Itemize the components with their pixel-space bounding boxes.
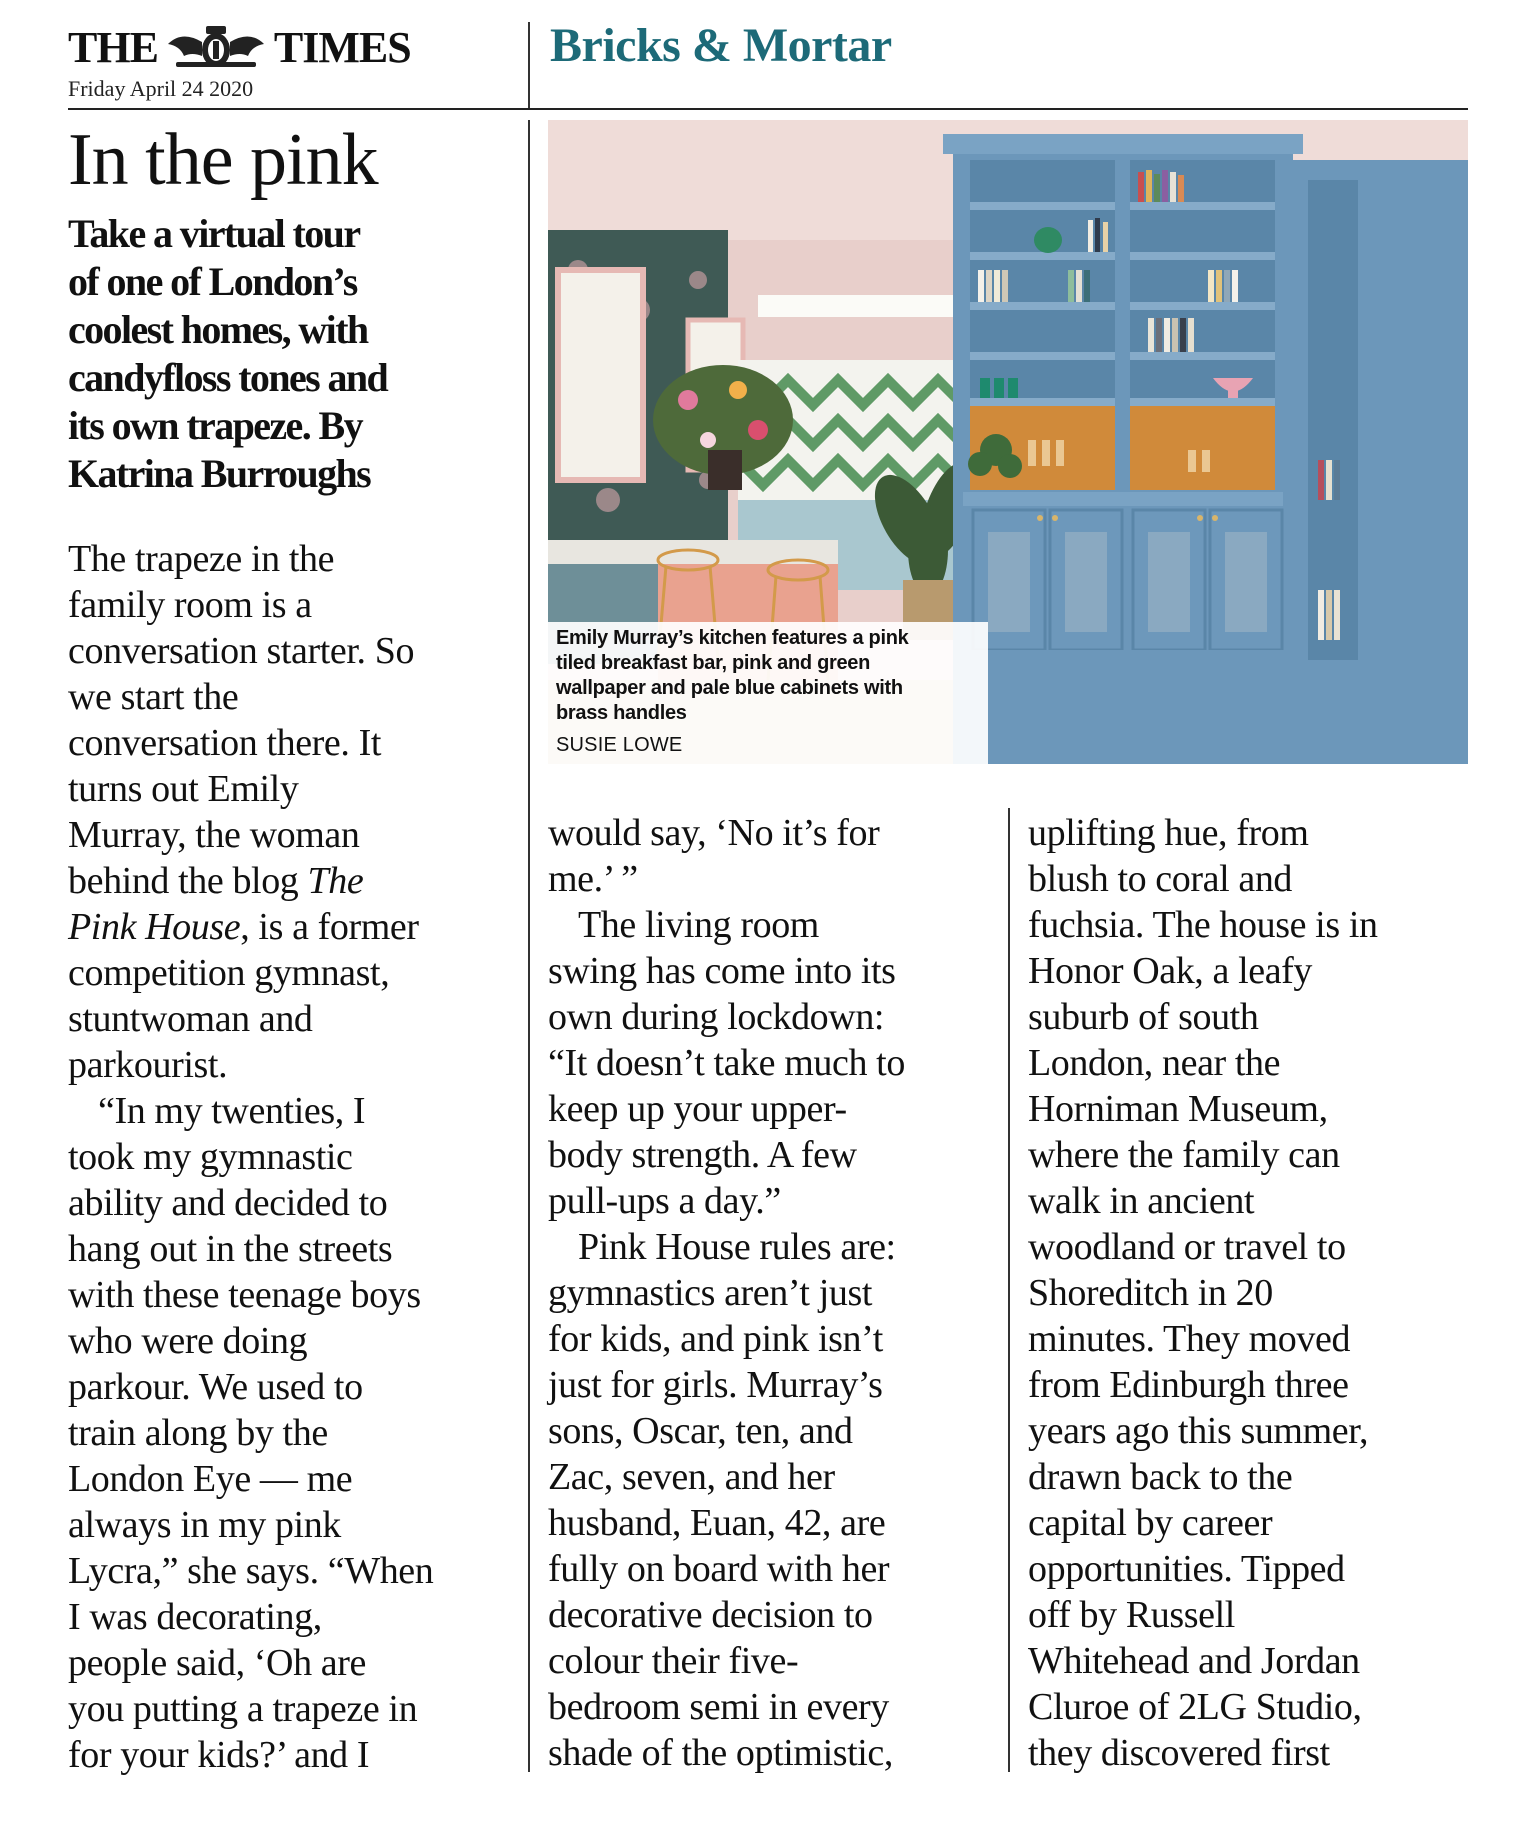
body-line: family room is a (68, 584, 312, 626)
body-line: Lycra,” she says. “When (68, 1550, 434, 1592)
body-line: The living room (578, 904, 819, 946)
body-line: husband, Euan, 42, are (548, 1502, 886, 1544)
body-line: walk in ancient (1028, 1180, 1255, 1222)
body-line: gymnastics aren’t just (548, 1272, 872, 1314)
body-column-3 (1028, 810, 1468, 1776)
body-line: swing has come into its (548, 950, 896, 992)
body-line: uplifting hue, from (1028, 812, 1309, 854)
body-line: shade of the optimistic, (548, 1732, 893, 1774)
body-line: who were doing (68, 1320, 308, 1362)
body-line: “In my twenties, I (98, 1090, 366, 1132)
body-line: for kids, and pink isn’t (548, 1318, 883, 1360)
newspaper-logo (68, 22, 411, 72)
body-line: turns out Emily (68, 768, 299, 810)
body-line: keep up your upper- (548, 1088, 847, 1130)
standfirst-line: candyfloss tones and (68, 355, 388, 400)
body-line: body strength. A few (548, 1134, 857, 1176)
body-line: where the family can (1028, 1134, 1340, 1176)
body-line: decorative decision to (548, 1594, 873, 1636)
body-line: off by Russell (1028, 1594, 1235, 1636)
body-line (68, 904, 508, 950)
body-line: fully on board with her (548, 1548, 890, 1590)
body-line: I was decorating, (68, 1596, 322, 1638)
body-line: blush to coral and (1028, 858, 1293, 900)
standfirst-line: Take a virtual tour (68, 211, 360, 256)
blog-title: Pink House (68, 906, 241, 948)
body-line: own during lockdown: (548, 996, 885, 1038)
body-line: “It doesn’t take much to (548, 1042, 905, 1084)
body-line: Horniman Museum, (1028, 1088, 1328, 1130)
body-line: ability and decided to (68, 1182, 388, 1224)
body-line: they discovered first (1028, 1732, 1330, 1774)
body-text: , is a former (240, 906, 419, 948)
standfirst-line: of one of London’s (68, 259, 357, 304)
body-line: conversation starter. So (68, 630, 415, 672)
body-line: would say, ‘No it’s for (548, 812, 880, 854)
body-line: for your kids?’ and I (68, 1734, 370, 1776)
column-divider (528, 120, 530, 1772)
body-line: Pink House rules are: (578, 1226, 896, 1268)
body-line: from Edinburgh three (1028, 1364, 1349, 1406)
body-line: conversation there. It (68, 722, 382, 764)
logo-word-times: TIMES (273, 22, 411, 72)
body-line: people said, ‘Oh are (68, 1642, 366, 1684)
body-line: just for girls. Murray’s (548, 1364, 883, 1406)
section-title: Bricks & Mortar (550, 19, 892, 72)
body-line: stuntwoman and (68, 998, 313, 1040)
body-line: The trapeze in the (68, 538, 335, 580)
body-line: Shoreditch in 20 (1028, 1272, 1273, 1314)
body-line: pull-ups a day.” (548, 1180, 781, 1222)
byline: Katrina Burroughs (68, 451, 371, 496)
body-line: hang out in the streets (68, 1228, 393, 1270)
headline: In the pink (68, 119, 378, 201)
body-text: behind the blog (68, 860, 308, 902)
issue-date: Friday April 24 2020 (68, 76, 254, 101)
standfirst-line: its own trapeze. By (68, 403, 362, 448)
body-line: sons, Oscar, ten, and (548, 1410, 853, 1452)
photo-credit: SUSIE LOWE (556, 734, 683, 756)
body-line: you putting a trapeze in (68, 1688, 418, 1730)
photo-caption (556, 626, 986, 726)
body-line: colour their five- (548, 1640, 799, 1682)
body-line: we start the (68, 676, 239, 718)
body-line: drawn back to the (1028, 1456, 1293, 1498)
body-line (68, 858, 508, 904)
caption-line: Emily Murray’s kitchen features a pink (556, 627, 909, 649)
body-line: parkourist. (68, 1044, 228, 1086)
caption-line: brass handles (556, 702, 687, 724)
caption-line: tiled breakfast bar, pink and green (556, 652, 871, 674)
standfirst (68, 210, 488, 498)
body-line: me.’ ” (548, 858, 638, 900)
body-line: competition gymnast, (68, 952, 390, 994)
header-rule (68, 108, 1468, 110)
column-divider (1008, 808, 1010, 1772)
blog-title: The (307, 860, 364, 902)
body-line: parkour. We used to (68, 1366, 363, 1408)
body-line: London Eye — me (68, 1458, 353, 1500)
body-line: Murray, the woman (68, 814, 360, 856)
body-line: Zac, seven, and her (548, 1456, 835, 1498)
masthead (68, 22, 468, 102)
body-line: capital by career (1028, 1502, 1273, 1544)
body-line: with these teenage boys (68, 1274, 421, 1316)
logo-word-the: THE (68, 22, 158, 72)
body-line: woodland or travel to (1028, 1226, 1346, 1268)
caption-line: wallpaper and pale blue cabinets with (556, 677, 903, 699)
royal-crest-icon (162, 24, 270, 70)
body-line: fuchsia. The house is in (1028, 904, 1378, 946)
body-line: Honor Oak, a leafy (1028, 950, 1313, 992)
body-line: minutes. They moved (1028, 1318, 1351, 1360)
masthead-divider (528, 22, 530, 110)
body-line: opportunities. Tipped (1028, 1548, 1345, 1590)
body-line: took my gymnastic (68, 1136, 353, 1178)
body-line: years ago this summer, (1028, 1410, 1369, 1452)
body-column-2 (548, 810, 988, 1776)
body-line: Whitehead and Jordan (1028, 1640, 1360, 1682)
body-line: always in my pink (68, 1504, 341, 1546)
body-line: train along by the (68, 1412, 328, 1454)
standfirst-line: coolest homes, with (68, 307, 368, 352)
body-line: Cluroe of 2LG Studio, (1028, 1686, 1362, 1728)
body-column-1 (68, 536, 508, 1778)
body-line: bedroom semi in every (548, 1686, 889, 1728)
body-line: London, near the (1028, 1042, 1281, 1084)
body-line: suburb of south (1028, 996, 1259, 1038)
